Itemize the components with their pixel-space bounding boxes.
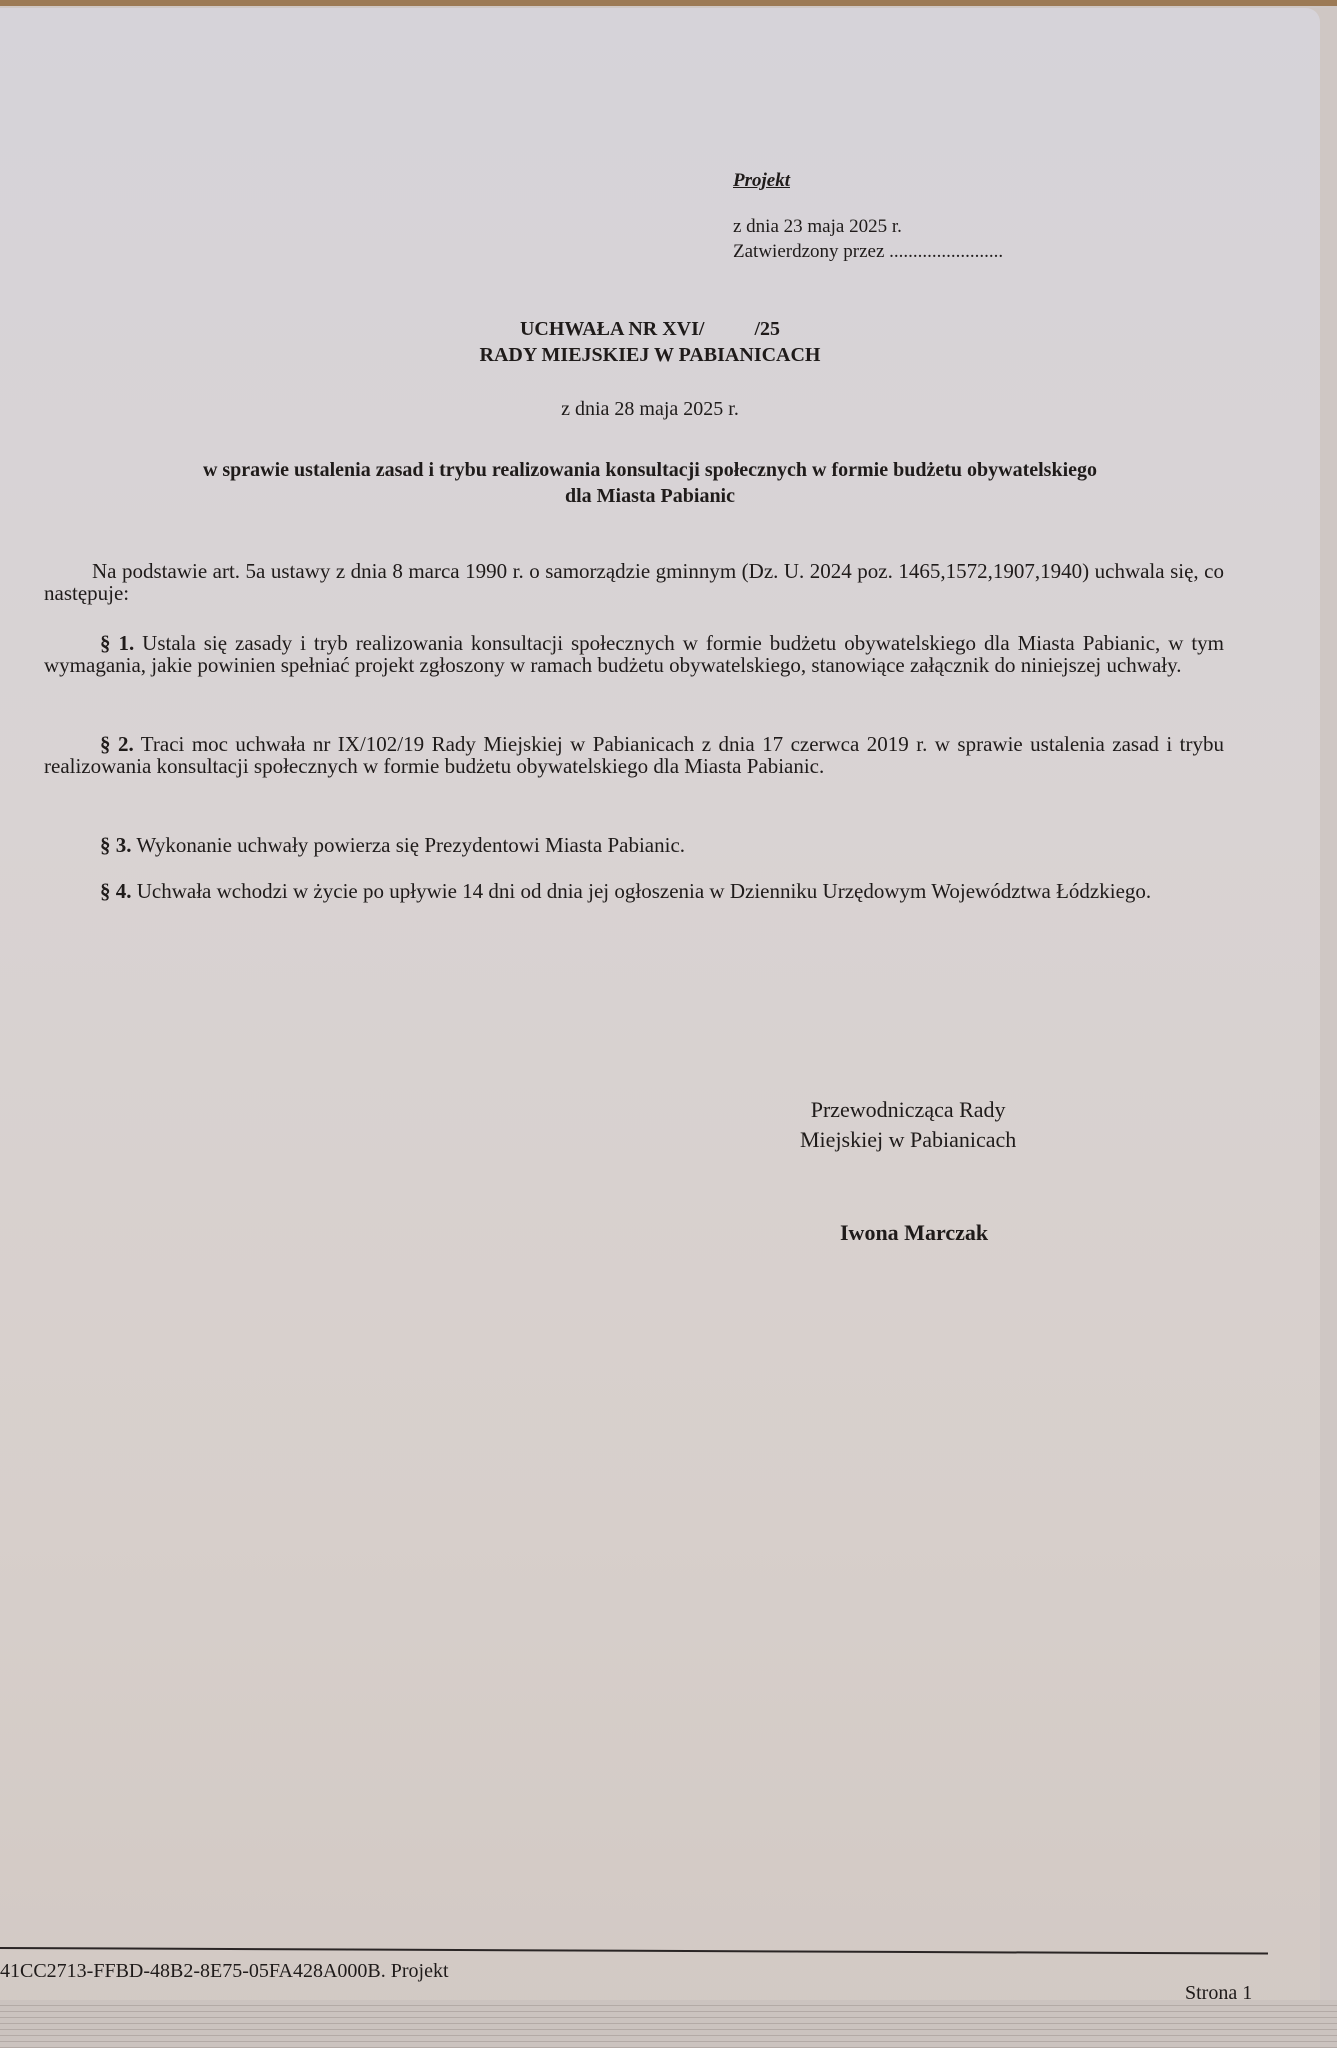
paragraph-number: § 2. xyxy=(100,732,134,756)
paragraph-4 xyxy=(44,880,1224,902)
subject-line-1: w sprawie ustalenia zasad i trybu realizowania konsultacji społecznych w formie budżetu obywatelskiego xyxy=(202,459,1098,481)
paragraph-number: § 1. xyxy=(100,631,135,655)
signature-role-line-2: Miejskiej w Pabianicach xyxy=(800,1127,1017,1152)
signature-role-line-1: Przewodnicząca Rady xyxy=(810,1097,1006,1122)
document-page xyxy=(0,8,1320,2038)
paragraph-number: § 4. xyxy=(100,879,132,903)
draft-date: z dnia 23 maja 2025 r. xyxy=(733,216,902,237)
paper-stack-edge xyxy=(0,2000,1337,2048)
paragraph-text: Traci moc uchwała nr IX/102/19 Rady Miejskiej w Pabianicach z dnia 17 czerwca 2019 r. w sprawie ustalenia zasad i trybu realizowania konsultacji społecznych w formie budżetu obywatelskiego dla Miasta Pabianic. xyxy=(44,732,1225,778)
resolution-number: UCHWAŁA NR XVI/ /25 xyxy=(519,318,781,340)
footer-document-id: 41CC2713-FFBD-48B2-8E75-05FA428A000B. Projekt xyxy=(0,1960,449,1982)
paragraph-1 xyxy=(44,632,1224,676)
subject-line-2: dla Miasta Pabianic xyxy=(564,485,735,507)
draft-meta xyxy=(733,214,1003,264)
paragraph-text: Wykonanie uchwały powierza się Prezydentowi Miasta Pabianic. xyxy=(131,833,686,857)
approved-by: Zatwierdzony przez ........................ xyxy=(733,241,1004,262)
paragraph-2 xyxy=(44,733,1224,777)
project-label: Projekt xyxy=(733,170,790,191)
resolution-subject xyxy=(60,457,1240,509)
preamble: Na podstawie art. 5a ustawy z dnia 8 marca 1990 r. o samorządzie gminnym (Dz. U. 2024 poz. 1465,1572,1907,1940) uchwala się, co następuje: xyxy=(44,559,1224,605)
paragraph-number: § 3. xyxy=(100,833,132,857)
paragraph-text: Ustala się zasady i tryb realizowania konsultacji społecznych w formie budżetu obywatelskiego dla Miasta Pabianic, w tym wymagania, jakie powinien spełniać projekt zgłoszony w ramach budżetu obywatelskiego, stanowiące załącznik do niniejszej uchwały. xyxy=(44,631,1224,677)
resolution-title xyxy=(0,316,1300,368)
footer-page-number: Strona 1 xyxy=(1185,1982,1253,2004)
council-name: RADY MIEJSKIEJ W PABIANICACH xyxy=(479,344,821,366)
signature-role xyxy=(800,1095,1016,1155)
signer-name: Iwona Marczak xyxy=(840,1220,989,1245)
paragraph-text: Uchwała wchodzi w życie po upływie 14 dni od dnia jej ogłoszenia w Dzienniku Urzędowym Województwa Łódzkiego. xyxy=(131,879,1152,903)
paragraph-3 xyxy=(44,834,1224,856)
resolution-date: z dnia 28 maja 2025 r. xyxy=(561,398,739,420)
